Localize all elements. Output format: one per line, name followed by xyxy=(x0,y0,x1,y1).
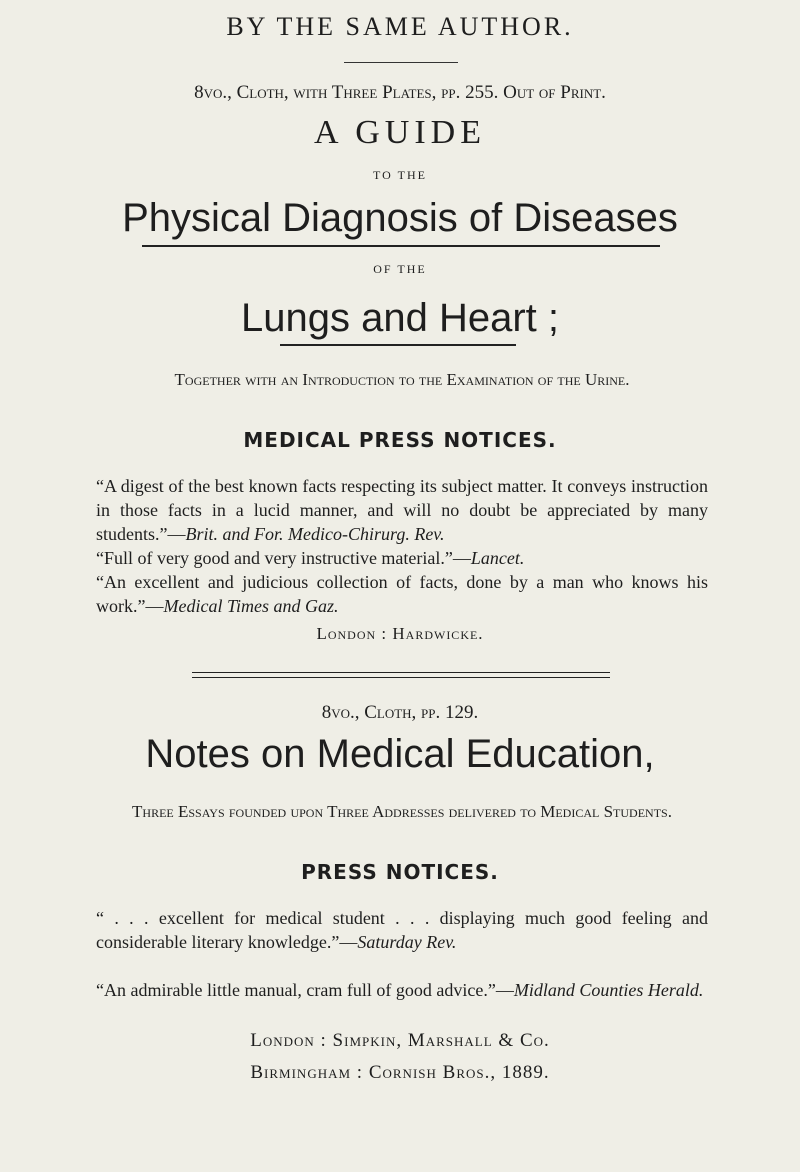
book1-title-to-the: TO THE xyxy=(373,168,427,182)
notice-source: Medical Times and Gaz. xyxy=(163,596,339,616)
heading-rule xyxy=(344,62,458,63)
book1-subtitle-rule xyxy=(280,344,516,346)
notice-source: Midland Counties Herald. xyxy=(513,980,704,1000)
book1-subtitle: Together with an Introduction to the Examination of the Urine. xyxy=(174,370,630,389)
book1-publisher: London : Hardwicke. xyxy=(316,624,484,643)
notice-text: “ . . . excellent for medical student . . . displaying much good feeling and considerable literary knowledge.”— xyxy=(96,908,708,952)
notice-text: “A digest of the best known facts respecting its subject matter. It conveys instruction in those facts in a lucid manner, and will no doubt be appreciated by many students.”— xyxy=(96,476,708,544)
book1-notice-3 xyxy=(96,570,708,618)
section-divider-bottom xyxy=(192,677,610,678)
book2-title-main: Notes on Medical Education, xyxy=(145,732,655,776)
book2-subtitle: Three Essays founded upon Three Addresses delivered to Medical Students. xyxy=(132,802,672,821)
book1-title-sub: Lungs and Heart ; xyxy=(241,296,559,340)
book1-notice-2 xyxy=(96,546,708,570)
notice-text: “An excellent and judicious collection of facts, done by a man who knows his work.”— xyxy=(96,572,708,616)
book2-publisher-london: London : Simpkin, Marshall & Co. xyxy=(250,1030,550,1051)
notice-source: Saturday Rev. xyxy=(357,932,457,952)
book1-title-rule xyxy=(142,245,660,247)
book2-notice-2 xyxy=(96,978,708,1002)
book1-title-main: Physical Diagnosis of Diseases xyxy=(122,196,678,240)
book1-title-a-guide: A GUIDE xyxy=(314,114,486,151)
book1-notices-heading: MEDICAL PRESS NOTICES. xyxy=(243,428,557,452)
notice-source: Brit. and For. Medico-Chirurg. Rev. xyxy=(185,524,445,544)
book2-format-line: 8vo., Cloth, pp. 129. xyxy=(321,702,479,723)
book2-notices-heading: PRESS NOTICES. xyxy=(301,860,499,884)
page-heading: BY THE SAME AUTHOR. xyxy=(226,12,574,41)
book1-notice-1 xyxy=(96,474,708,546)
book1-title-of-the: OF THE xyxy=(373,262,427,276)
book2-notice-1 xyxy=(96,906,708,954)
book1-format-line: 8vo., Cloth, with Three Plates, pp. 255. Out of Print. xyxy=(194,82,606,103)
notice-source: Lancet. xyxy=(470,548,525,568)
notice-text: “An admirable little manual, cram full of good advice.”— xyxy=(96,980,514,1000)
notice-text: “Full of very good and very instructive material.”— xyxy=(96,548,471,568)
section-divider-top xyxy=(192,672,610,673)
book2-publisher-birmingham: Birmingham : Cornish Bros., 1889. xyxy=(250,1062,550,1083)
